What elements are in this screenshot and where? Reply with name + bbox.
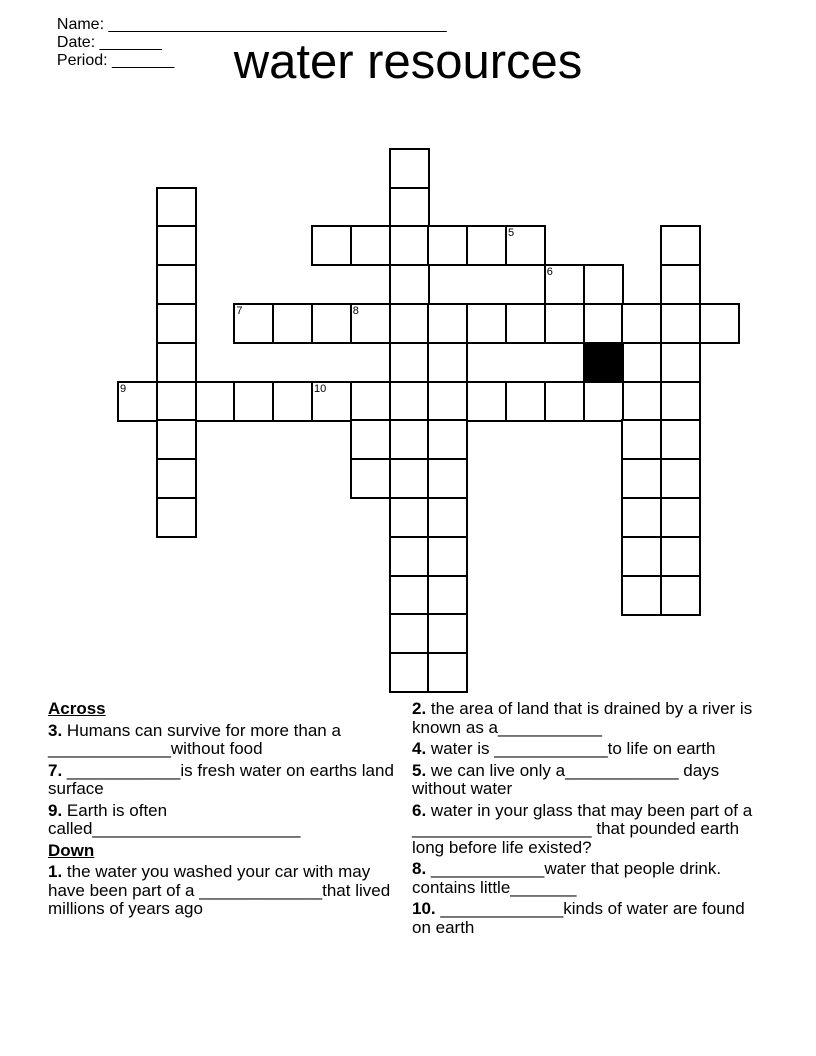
grid-cell[interactable] [660,458,701,499]
grid-cell[interactable] [505,303,546,344]
grid-cell[interactable] [660,381,701,422]
grid-cell[interactable] [389,303,430,344]
grid-cell[interactable] [660,303,701,344]
grid-cell[interactable] [389,419,430,460]
clue-number: 5 [508,227,515,240]
grid-cell[interactable] [427,458,468,499]
grid-cell[interactable] [660,342,701,383]
grid-cell[interactable] [156,342,197,383]
grid-cell[interactable] [583,381,624,422]
clue-item [412,740,757,759]
clues-right-column [412,700,757,940]
clue-text: the area of land that is drained by a river is known as a___________ [412,699,753,737]
clue-text: Humans can survive for more than a _____________without food [48,720,341,758]
grid-cell[interactable] [195,381,236,422]
grid-cell[interactable] [156,264,197,305]
clue-text: Earth is often called______________________ [48,800,301,838]
clue-item [412,900,757,937]
grid-cell[interactable] [621,419,662,460]
grid-cell[interactable] [156,303,197,344]
grid-cell[interactable] [583,303,624,344]
clue-text: ____________water that people drink. contains little_______ [412,859,722,897]
grid-cell[interactable] [389,497,430,538]
clue-number-label: 1. [48,862,63,881]
grid-cell[interactable] [427,536,468,577]
clue-text: we can live only a____________ days without water [412,760,720,798]
grid-cell[interactable] [156,497,197,538]
grid-cell[interactable] [427,497,468,538]
grid-cell[interactable] [544,381,585,422]
clue-number-label: 5. [412,760,427,780]
clue-number: 10 [314,382,327,395]
clue-item [48,722,400,759]
clue-item [412,802,757,858]
date-field-label: Date: _______ [56,34,162,51]
grid-cell[interactable] [156,187,197,228]
grid-cell[interactable] [389,381,430,422]
grid-cell[interactable] [156,225,197,266]
clue-number: 8 [352,305,359,317]
clues-left-column [48,700,400,922]
grid-cell[interactable] [427,652,468,693]
clue-number-label: 3. [48,720,63,740]
clue-item [412,860,757,897]
grid-cell[interactable] [389,652,430,693]
grid-cell[interactable] [427,303,468,344]
grid-cell[interactable] [660,497,701,538]
grid-cell[interactable] [660,264,701,305]
down-heading: Down [48,840,95,860]
clue-item [412,762,757,799]
grid-cell[interactable] [427,225,468,266]
clue-number-label: 2. [412,699,427,718]
grid-cell[interactable] [156,419,197,460]
grid-cell[interactable] [466,381,507,422]
grid-cell[interactable] [660,575,701,616]
grid-cell[interactable] [350,225,391,266]
grid-cell[interactable] [156,381,197,422]
across-clue-list [48,722,400,839]
grid-cell[interactable] [505,225,546,266]
grid-cell[interactable] [233,381,274,422]
grid-cell[interactable] [389,613,430,654]
grid-cell[interactable] [389,225,430,266]
clue-number-label: 9. [48,800,63,820]
clue-number-label: 6. [412,800,427,820]
grid-cell[interactable] [272,303,313,344]
clue-item [412,700,757,737]
grid-cell[interactable] [427,381,468,422]
clue-number-label: 8. [412,859,427,878]
grid-cell[interactable] [389,575,430,616]
name-field-label: Name: ______________________________________ [56,16,447,33]
clue-item [48,762,400,799]
clue-item [48,802,400,839]
grid-cell[interactable] [350,458,391,499]
grid-cell[interactable] [311,381,352,422]
grid-cell[interactable] [660,225,701,266]
clue-text: the water you washed your car with may have been part of a _____________that lived millions of years ago [48,862,391,918]
clue-item [48,863,400,919]
period-field-label: Period: _______ [56,52,175,69]
grid-cell[interactable] [660,419,701,460]
grid-cell[interactable] [350,303,391,344]
clue-text: ____________is fresh water on earths land surface [48,760,394,798]
grid-cell[interactable] [621,575,662,616]
grid-cell[interactable] [156,458,197,499]
grid-cell[interactable] [544,303,585,344]
clue-number: 6 [546,266,553,279]
grid-cell[interactable] [389,342,430,383]
grid-cell[interactable] [117,381,158,422]
grid-cell[interactable] [427,342,468,383]
grid-cell[interactable] [272,381,313,422]
down-clue-list-right [412,700,757,937]
grid-cell[interactable] [311,303,352,344]
grid-cell[interactable] [699,303,740,344]
grid-cell[interactable] [389,536,430,577]
black-cell [583,342,624,383]
down-clue-list-left [48,863,400,919]
grid-cell[interactable] [583,264,624,305]
grid-cell[interactable] [389,458,430,499]
grid-cell[interactable] [389,264,430,305]
grid-cell[interactable] [621,536,662,577]
clue-number-label: 7. [48,760,63,780]
grid-cell[interactable] [350,381,391,422]
grid-cell[interactable] [389,187,430,228]
grid-cell[interactable] [427,575,468,616]
page-title: water resources [233,35,583,89]
clue-number-label: 4. [412,739,427,758]
grid-cell[interactable] [660,536,701,577]
clue-text: water is ____________to life on earth [426,739,716,758]
grid-cell[interactable] [621,458,662,499]
grid-cell[interactable] [466,225,507,266]
grid-cell[interactable] [621,342,662,383]
grid-cell[interactable] [621,497,662,538]
grid-cell[interactable] [233,303,274,344]
clue-number: 7 [236,305,243,317]
grid-cell[interactable] [350,419,391,460]
grid-cell[interactable] [427,419,468,460]
grid-cell[interactable] [389,148,430,189]
clue-text: water in your glass that may been part of a ___________________ that pounded earth long before life existed? [412,800,753,857]
grid-cell[interactable] [544,264,585,305]
clue-number-label: 10. [412,899,436,918]
clue-number: 9 [120,382,127,395]
grid-cell[interactable] [427,613,468,654]
grid-cell[interactable] [311,225,352,266]
grid-cell[interactable] [621,303,662,344]
grid-cell[interactable] [466,303,507,344]
clue-text: _____________kinds of water are found on earth [412,899,745,937]
across-heading: Across [48,699,106,718]
grid-cell[interactable] [505,381,546,422]
